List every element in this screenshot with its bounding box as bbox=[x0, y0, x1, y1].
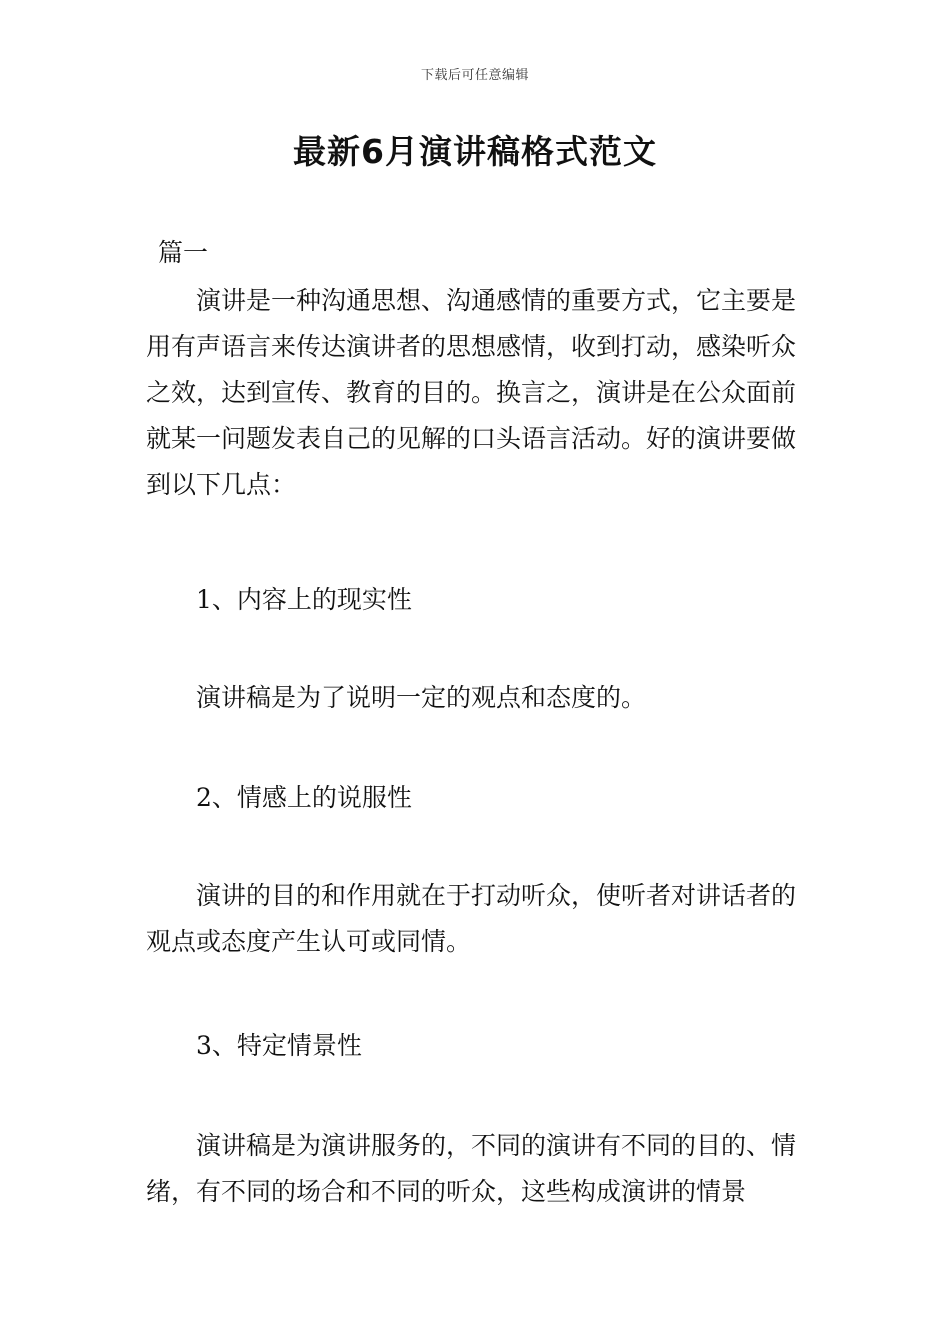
paragraph-point-2: 演讲的目的和作用就在于打动听众，使听者对讲话者的观点或态度产生认可或同情。 bbox=[146, 881, 797, 956]
header-note: 下载后可任意编辑 bbox=[420, 68, 529, 83]
heading-point-3: 3、特定情景性 bbox=[196, 1031, 362, 1060]
paragraph-intro: 演讲是一种沟通思想、沟通感情的重要方式，它主要是用有声语言来传达演讲者的思想感情，收到打动，感染听众之效，达到宣传、教育的目的。换言之，演讲是在公众面前就某一问题发表自己的见解的口头语言活动。好的演讲要做到以下几点： bbox=[146, 286, 797, 499]
heading-point-1: 1、内容上的现实性 bbox=[196, 585, 412, 614]
heading-point-2: 2、情感上的说服性 bbox=[196, 783, 412, 812]
paragraph-point-1: 演讲稿是为了说明一定的观点和态度的。 bbox=[196, 683, 647, 712]
document-title: 最新6月演讲稿格式范文 bbox=[293, 132, 657, 171]
section-label: 篇一 bbox=[158, 238, 209, 267]
paragraph-point-3: 演讲稿是为演讲服务的，不同的演讲有不同的目的、情绪，有不同的场合和不同的听众，这些构成演讲的情景 bbox=[146, 1131, 797, 1206]
